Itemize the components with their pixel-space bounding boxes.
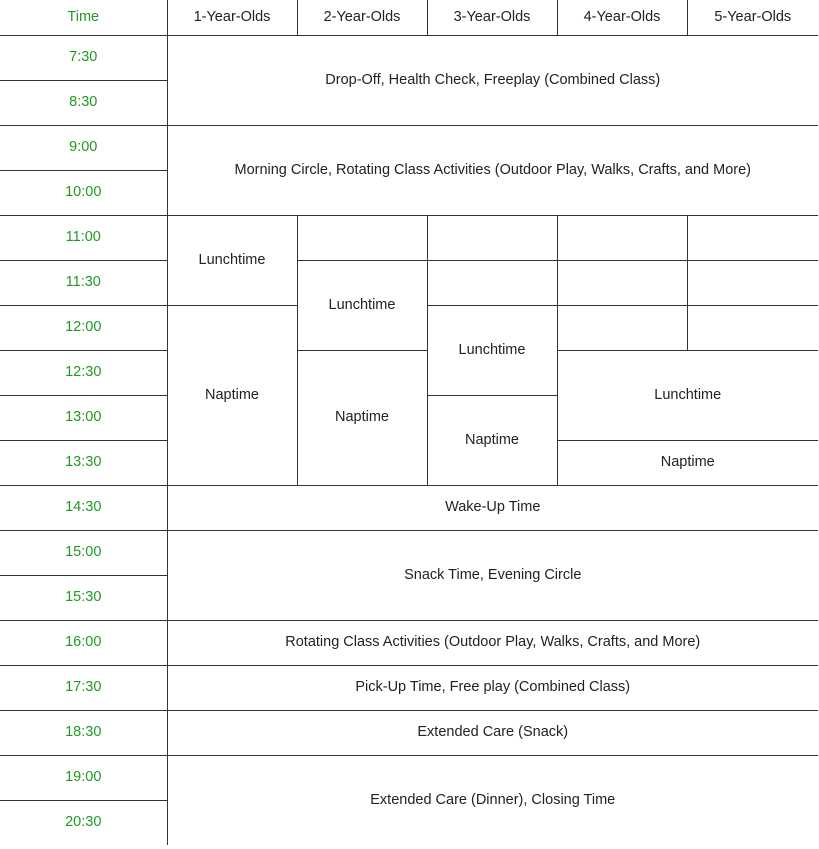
empty-cell	[427, 261, 557, 306]
activity-nap-1-year: Naptime	[167, 306, 297, 486]
column-header-1-year: 1-Year-Olds	[167, 0, 297, 36]
activity-lunch-4-5-year: Lunchtime	[557, 351, 818, 441]
time-cell: 14:30	[0, 486, 167, 531]
table-row	[0, 261, 818, 306]
empty-cell	[557, 216, 687, 261]
time-cell: 13:30	[0, 441, 167, 486]
activity-snack-evening-circle: Snack Time, Evening Circle	[167, 531, 818, 621]
table-row	[0, 666, 818, 711]
column-header-2-year: 2-Year-Olds	[297, 0, 427, 36]
table-row	[0, 531, 818, 576]
time-cell: 13:00	[0, 396, 167, 441]
time-cell: 8:30	[0, 81, 167, 126]
activity-lunch-3-year: Lunchtime	[427, 306, 557, 396]
time-cell: 18:30	[0, 711, 167, 756]
header-row	[0, 0, 818, 36]
time-cell: 16:00	[0, 621, 167, 666]
time-column-header: Time	[0, 0, 167, 36]
column-header-5-year: 5-Year-Olds	[687, 0, 818, 36]
time-cell: 11:00	[0, 216, 167, 261]
activity-wakeup: Wake-Up Time	[167, 486, 818, 531]
activity-extended-care-dinner: Extended Care (Dinner), Closing Time	[167, 756, 818, 846]
empty-cell	[297, 216, 427, 261]
time-cell: 10:00	[0, 171, 167, 216]
activity-nap-2-year: Naptime	[297, 351, 427, 486]
activity-extended-care-snack: Extended Care (Snack)	[167, 711, 818, 756]
activity-nap-4-5-year: Naptime	[557, 441, 818, 486]
activity-morning-circle: Morning Circle, Rotating Class Activities (Outdoor Play, Walks, Crafts, and More)	[167, 126, 818, 216]
table-row	[0, 486, 818, 531]
table-row	[0, 351, 818, 396]
empty-cell	[687, 216, 818, 261]
table-row	[0, 711, 818, 756]
activity-dropoff: Drop-Off, Health Check, Freeplay (Combined Class)	[167, 36, 818, 126]
column-header-4-year: 4-Year-Olds	[557, 0, 687, 36]
time-cell: 15:30	[0, 576, 167, 621]
column-header-3-year: 3-Year-Olds	[427, 0, 557, 36]
time-cell: 12:30	[0, 351, 167, 396]
time-cell: 15:00	[0, 531, 167, 576]
empty-cell	[427, 216, 557, 261]
activity-nap-3-year: Naptime	[427, 396, 557, 486]
table-row	[0, 36, 818, 81]
empty-cell	[557, 261, 687, 306]
table-row	[0, 756, 818, 801]
time-cell: 11:30	[0, 261, 167, 306]
time-cell: 20:30	[65, 814, 102, 831]
table-row	[0, 216, 818, 261]
time-cell: 9:00	[0, 126, 167, 171]
table-row	[0, 126, 818, 171]
table-row	[0, 621, 818, 666]
time-cell: 17:30	[0, 666, 167, 711]
empty-cell	[557, 306, 687, 351]
time-cell: 12:00	[0, 306, 167, 351]
time-cell: 7:30	[0, 36, 167, 81]
activity-lunch-1-year: Lunchtime	[167, 216, 297, 306]
empty-cell	[687, 306, 818, 351]
activity-pickup: Pick-Up Time, Free play (Combined Class)	[167, 666, 818, 711]
activity-lunch-2-year: Lunchtime	[297, 261, 427, 351]
time-cell: 19:00	[0, 756, 167, 801]
activity-rotating-class: Rotating Class Activities (Outdoor Play, Walks, Crafts, and More)	[167, 621, 818, 666]
empty-cell	[687, 261, 818, 306]
